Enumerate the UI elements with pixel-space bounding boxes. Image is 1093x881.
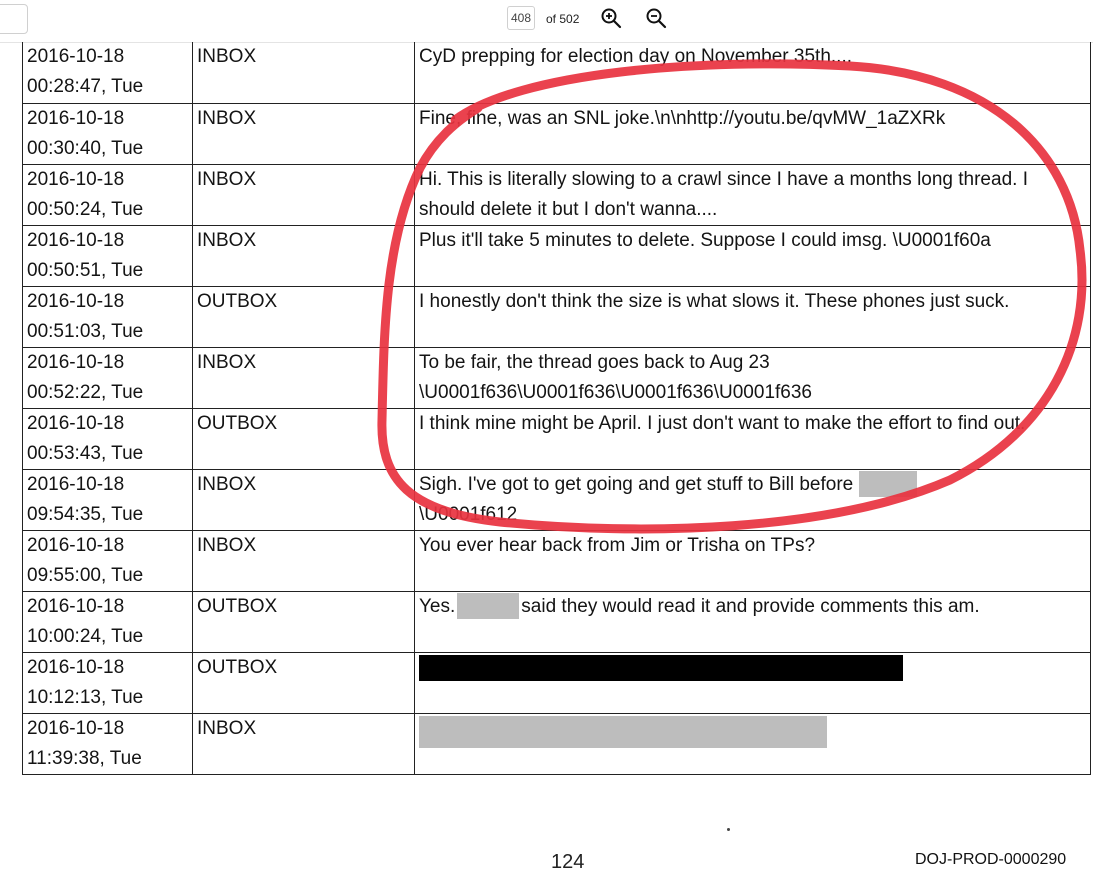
timestamp-cell [23, 530, 193, 591]
date-text: 2016-10-18 [27, 534, 125, 556]
folder-cell: INBOX [193, 103, 415, 164]
folder-cell: OUTBOX [193, 286, 415, 347]
message-text: Hi. This is literally slowing to a crawl since I have a months long thread. I should delete it but I don't wanna.... [419, 168, 1028, 220]
date-text: 2016-10-18 [27, 229, 125, 251]
date-text: 2016-10-18 [27, 656, 125, 678]
date-text: 2016-10-18 [27, 595, 125, 617]
timestamp-cell [23, 286, 193, 347]
time-text: 10:12:13, Tue [27, 686, 144, 708]
zoom-in-icon[interactable] [600, 7, 622, 29]
date-text: 2016-10-18 [27, 290, 125, 312]
message-table [22, 42, 1091, 775]
message-text [419, 592, 1086, 622]
folder-cell: INBOX [193, 713, 415, 774]
message-text: To be fair, the thread goes back to Aug 23 \U0001f636\U0001f636\U0001f636\U0001f636 [419, 351, 812, 403]
timestamp-cell [23, 591, 193, 652]
message-text: Fine, fine, was an SNL joke.\n\nhttp://youtu.be/qvMW_1aZXRk [419, 107, 946, 129]
message-cell [415, 713, 1091, 774]
folder-cell: OUTBOX [193, 408, 415, 469]
redaction-box [457, 593, 519, 619]
message-text-before: Sigh. I've got to get going and get stuff to Bill before [419, 473, 854, 495]
viewer-toolbar [0, 0, 1093, 43]
table-row [23, 225, 1091, 286]
scan-speck [727, 828, 730, 831]
date-text: 2016-10-18 [27, 46, 125, 67]
timestamp-cell [23, 103, 193, 164]
timestamp-cell [23, 225, 193, 286]
folder-cell: OUTBOX [193, 652, 415, 713]
message-cell [415, 591, 1091, 652]
folder-cell: OUTBOX [193, 591, 415, 652]
message-cell [415, 408, 1091, 469]
message-cell [415, 164, 1091, 225]
table-row [23, 408, 1091, 469]
message-text: CyD prepping for election day on November 35th.... [419, 46, 853, 67]
message-cell [415, 225, 1091, 286]
table-row [23, 286, 1091, 347]
time-text: 00:50:24, Tue [27, 198, 144, 220]
date-text: 2016-10-18 [27, 412, 125, 434]
folder-cell: INBOX [193, 164, 415, 225]
page-number-input[interactable] [507, 6, 535, 30]
message-text-after: said they would read it and provide comments this am. [521, 595, 980, 617]
time-text: 11:39:38, Tue [27, 747, 142, 769]
date-text: 2016-10-18 [27, 717, 125, 739]
time-text: 09:54:35, Tue [27, 503, 144, 525]
message-text: I honestly don't think the size is what slows it. These phones just suck. [419, 290, 1010, 312]
folder-cell: INBOX [193, 469, 415, 530]
time-text: 00:50:51, Tue [27, 259, 144, 281]
folder-cell: INBOX [193, 347, 415, 408]
date-text: 2016-10-18 [27, 473, 125, 495]
message-text: You ever hear back from Jim or Trisha on TPs? [419, 534, 816, 556]
page-total-label: of 502 [546, 12, 580, 26]
table-row [23, 713, 1091, 774]
table-row [23, 42, 1091, 103]
message-cell [415, 42, 1091, 103]
document-page [22, 42, 1090, 778]
message-cell [415, 530, 1091, 591]
time-text: 00:52:22, Tue [27, 381, 144, 403]
timestamp-cell [23, 652, 193, 713]
timestamp-cell [23, 42, 193, 103]
message-cell [415, 286, 1091, 347]
sidebar-toggle-button[interactable] [0, 4, 28, 34]
table-row [23, 347, 1091, 408]
folder-cell: INBOX [193, 530, 415, 591]
bates-number: DOJ-PROD-0000290 [915, 851, 1067, 868]
table-row [23, 530, 1091, 591]
timestamp-cell [23, 164, 193, 225]
message-cell [415, 103, 1091, 164]
timestamp-cell [23, 408, 193, 469]
timestamp-cell [23, 347, 193, 408]
folder-cell: INBOX [193, 225, 415, 286]
table-row [23, 591, 1091, 652]
redaction-box [859, 471, 917, 497]
table-row [23, 469, 1091, 530]
date-text: 2016-10-18 [27, 168, 125, 190]
time-text: 00:30:40, Tue [27, 137, 144, 159]
folder-cell: INBOX [193, 42, 415, 103]
message-text-after: \U0001f612 [419, 503, 518, 525]
time-text: 09:55:00, Tue [27, 564, 144, 586]
time-text: 00:53:43, Tue [27, 442, 144, 464]
table-row [23, 652, 1091, 713]
timestamp-cell [23, 713, 193, 774]
message-text-before: Yes. [419, 595, 456, 617]
table-row [23, 164, 1091, 225]
date-text: 2016-10-18 [27, 351, 125, 373]
message-cell [415, 652, 1091, 713]
table-row [23, 103, 1091, 164]
time-text: 00:28:47, Tue [27, 76, 144, 97]
date-text: 2016-10-18 [27, 107, 125, 129]
time-text: 10:00:24, Tue [27, 625, 144, 647]
redaction-box [419, 716, 827, 748]
message-text: Plus it'll take 5 minutes to delete. Suppose I could imsg. \U0001f60a [419, 229, 991, 251]
page-number-footer: 124 [551, 851, 585, 873]
message-text [419, 470, 1086, 530]
redaction-box [419, 655, 903, 681]
message-text: I think mine might be April. I just don't want to make the effort to find out. [419, 412, 1026, 434]
time-text: 00:51:03, Tue [27, 320, 144, 342]
message-cell [415, 347, 1091, 408]
message-cell [415, 469, 1091, 530]
timestamp-cell [23, 469, 193, 530]
zoom-out-icon[interactable] [645, 7, 667, 29]
